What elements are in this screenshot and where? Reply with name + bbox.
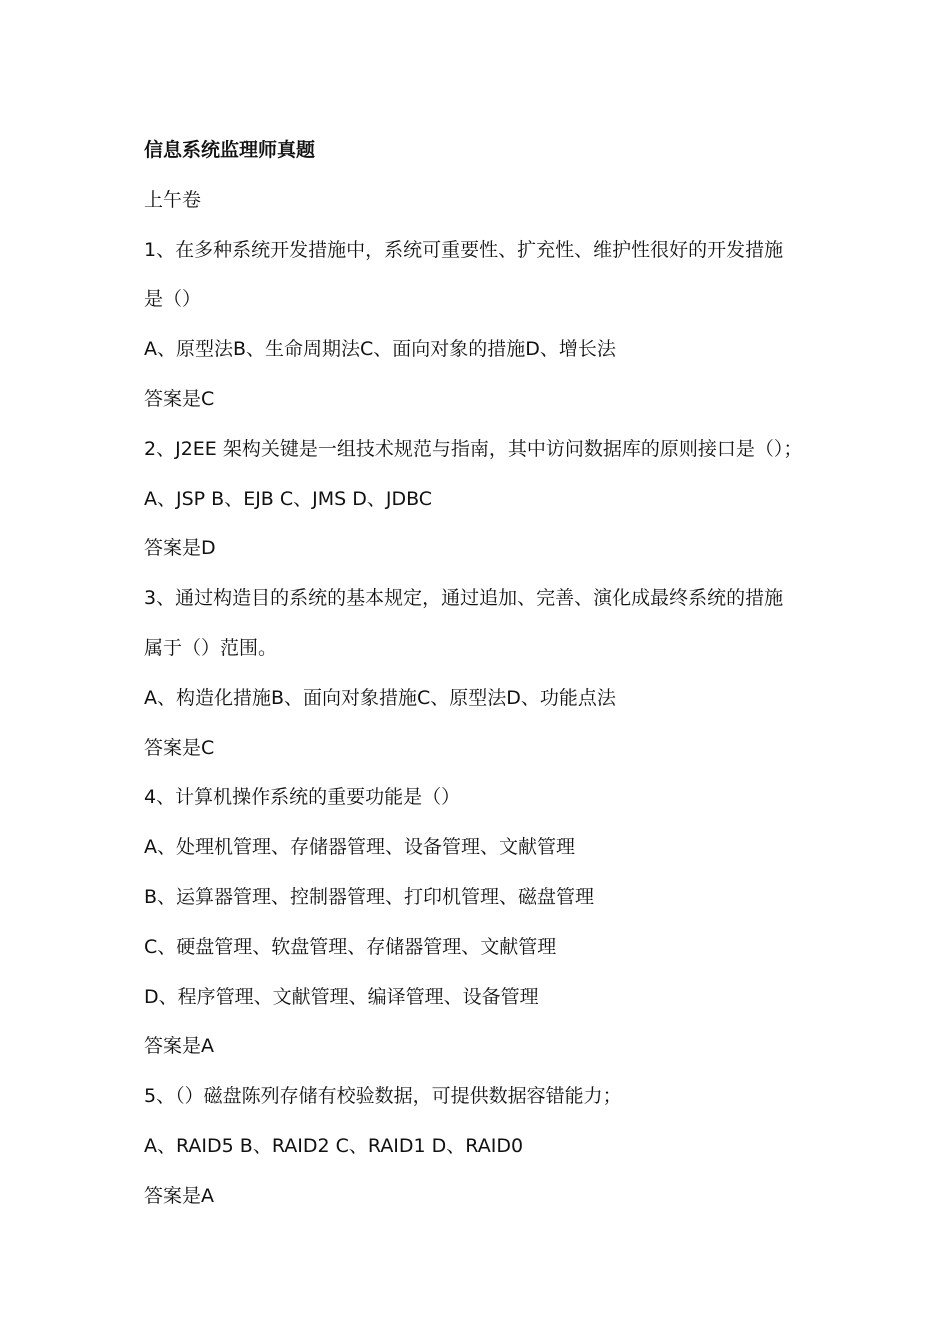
question-1-stem-continued: 是（）: [144, 288, 202, 311]
question-1-options: A、原型法B、生命周期法C、面向对象的措施D、增长法: [144, 338, 616, 361]
question-2-stem: 2、J2EE 架构关键是一组技术规范与指南，其中访问数据库的原则接口是（）；: [144, 437, 803, 460]
question-2-options: A、JSP B、EJB C、JMS D、JDBC: [144, 487, 433, 510]
document-title: 信息系统监理师真题: [144, 139, 316, 161]
question-3-stem-continued: 属于（）范围。: [144, 636, 278, 659]
question-4-option-c: C、硬盘管理、软盘管理、存储器管理、文献管理: [144, 935, 557, 958]
question-5-options: A、RAID5 B、RAID2 C、RAID1 D、RAID0: [144, 1134, 524, 1157]
question-4-option-d: D、程序管理、文献管理、编译管理、设备管理: [144, 985, 539, 1008]
question-5-stem: 5、（）磁盘陈列存储有校验数据，可提供数据容错能力；: [144, 1085, 622, 1108]
question-1-stem: 1、在多种系统开发措施中，系统可重要性、扩充性、维护性很好的开发措施: [144, 238, 784, 261]
question-4-answer: 答案是A: [144, 1035, 214, 1058]
section-heading: 上午卷: [144, 188, 202, 211]
question-4-stem: 4、计算机操作系统的重要功能是（）: [144, 786, 461, 809]
document-body: [144, 133, 844, 1229]
question-4-option-a: A、处理机管理、存储器管理、设备管理、文献管理: [144, 836, 575, 859]
question-5-answer: 答案是A: [144, 1184, 214, 1207]
question-1-answer: 答案是C: [144, 387, 215, 410]
question-3-options: A、构造化措施B、面向对象措施C、原型法D、功能点法: [144, 686, 616, 709]
question-3-stem: 3、通过构造目的系统的基本规定，通过追加、完善、演化成最终系统的措施: [144, 587, 784, 610]
question-2-answer: 答案是D: [144, 537, 216, 560]
question-4-option-b: B、运算器管理、控制器管理、打印机管理、磁盘管理: [144, 885, 595, 908]
question-3-answer: 答案是C: [144, 736, 215, 759]
